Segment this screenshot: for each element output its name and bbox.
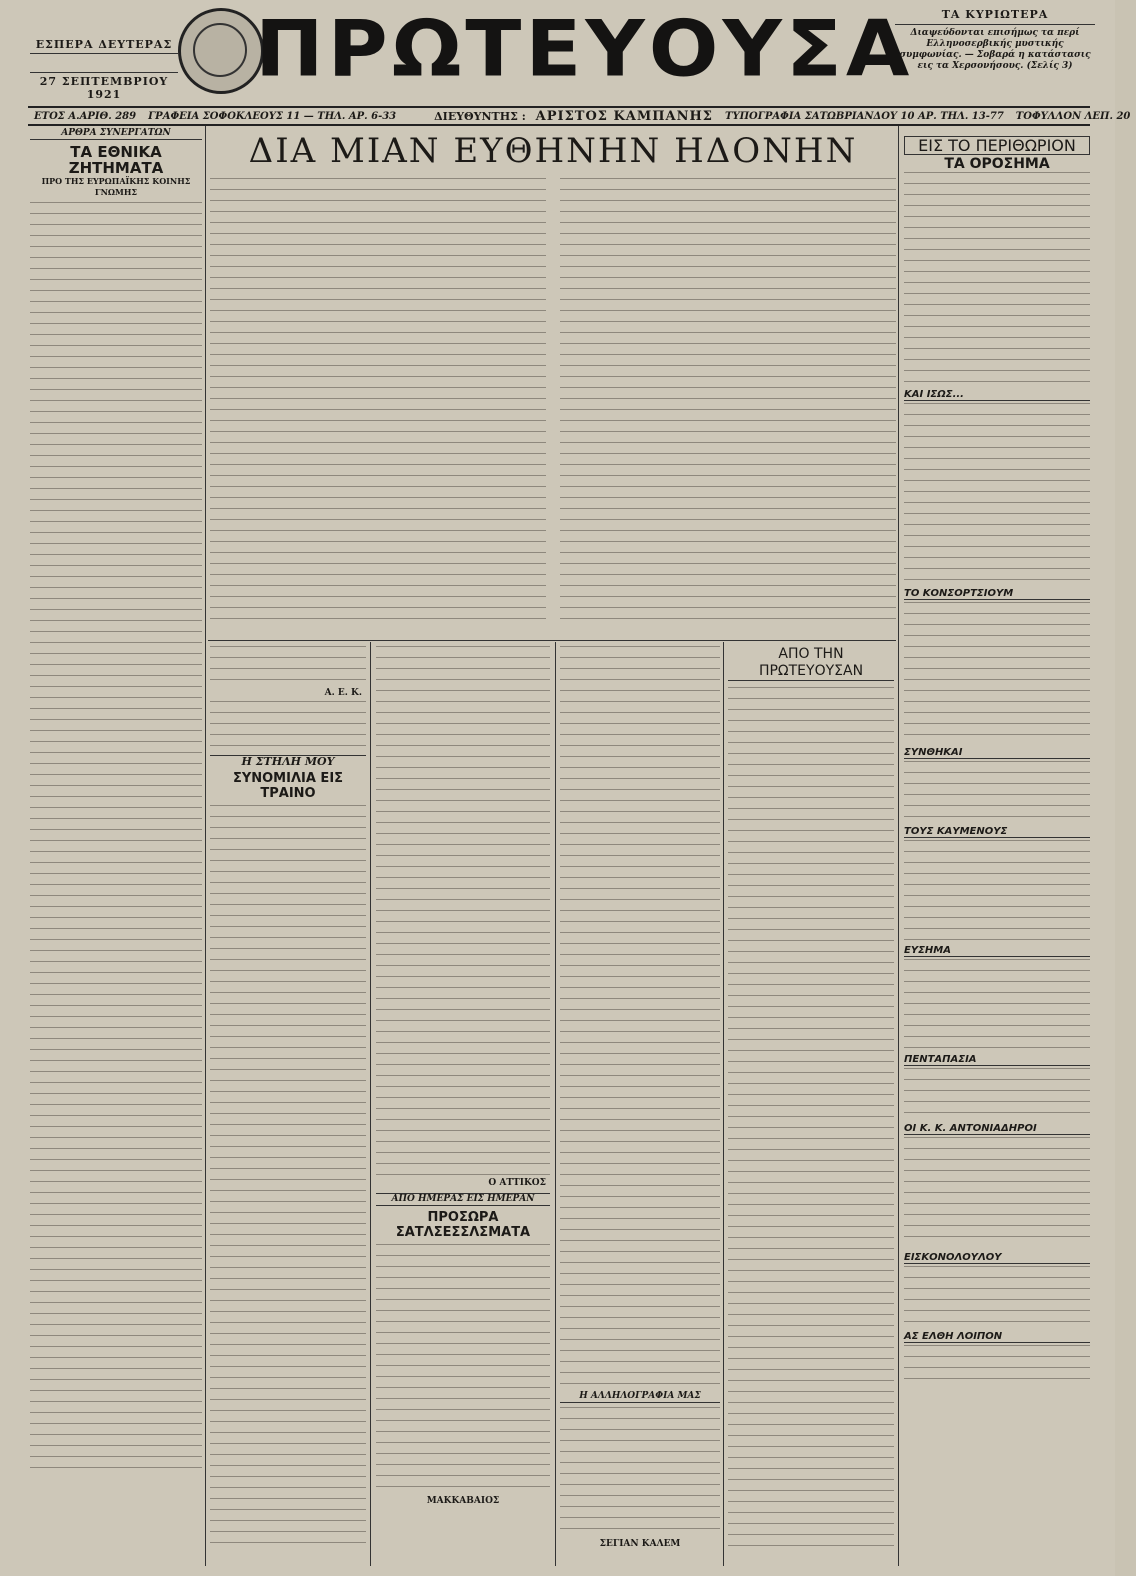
- column-kicker: ΑΠΟ ΗΜΕΡΑΣ ΕΙΣ ΗΜΕΡΑΝ: [376, 1193, 550, 1206]
- newspaper-title: ΠΡΩΤΕΥΟΥΣΑ: [255, 4, 914, 95]
- section-heading: ΑΣ ΕΛΘΗ ΛΟΙΠΟΝ: [904, 1331, 1090, 1343]
- article-signature: ΜΑΚΚΑΒΑΙΟΣ: [426, 1496, 500, 1506]
- column-national-issues: [30, 128, 202, 1568]
- column-kicker: Η ΣΤΗΛΗ ΜΟΥ: [210, 755, 366, 767]
- masthead-left: [30, 38, 178, 101]
- price: ΤΟΦΥΛΛΟΝ ΛΕΠ. 20: [1015, 110, 1131, 122]
- main-article: [210, 130, 896, 638]
- print-address: ΤΥΠΟΓΡΑΦΙΑ ΣΑΤΩΒΡΙΑΝΔΟΥ 10 ΑΡ. ΤΗΛ. 13-77: [725, 110, 1004, 122]
- masthead-highlights: [895, 8, 1095, 72]
- highlights-body: Διαψεύδονται επισήμως τα περί Ελληνοσερβικής μυστικής συμφωνίας. — Σοβαρά η κατάστασις εις τα Χερσονήσους. (Σελίς 3): [899, 28, 1091, 71]
- column-margin: [904, 136, 1090, 1566]
- column-my-column: [210, 646, 366, 1566]
- section-heading: ΟΙ Κ. Κ. ΑΝΤΟΝΙΑΔΗΡΟΙ: [904, 1123, 1090, 1135]
- section-heading: ΕΙΣΚΟΝΟΛΟΥΛΟΥ: [904, 1252, 1090, 1264]
- column-kicker: ΑΡΘΡΑ ΣΥΝΕΡΓΑΤΩΝ: [30, 128, 202, 140]
- article-headline: ΣΥΝΟΜΙΛΙΑ ΕΙΣ ΤΡΑΙΝΟ: [232, 771, 344, 801]
- column-correspondence: [560, 646, 720, 1566]
- info-bar: [28, 106, 1131, 126]
- masthead-seal-icon: [178, 8, 264, 94]
- column-kicker: ΕΙΣ ΤΟ ΠΕΡΙΘΩΡΙΟΝ: [904, 136, 1090, 155]
- edition-label: ΕΣΠΕΡΑ ΔΕΥΤΕΡΑΣ: [30, 38, 178, 54]
- section-heading: ΠΕΝΤΑΠΑΣΙΑ: [904, 1054, 1090, 1066]
- article-body-placeholder: [30, 202, 202, 1472]
- section-heading: ΤΟΥΣ ΚΑΥΜΕΝΟΥΣ: [904, 826, 1090, 838]
- main-headline: ΔΙΑ ΜΙΑΝ ΕΥΘΗΝΗΝ ΗΔΟΝΗΝ: [248, 131, 858, 171]
- article-signature: Ο ΑΤΤΙΚΟΣ: [488, 1178, 546, 1188]
- section-heading: ΕΥΣΗΜΑ: [904, 945, 1090, 957]
- director: ΔΙΕΥΘΥΝΤΗΣ : ΑΡΙΣΤΟΣ ΚΑΜΠΑΝΗΣ: [434, 108, 713, 124]
- issue-number: ΕΤΟΣ Α.ΑΡΙΘ. 289: [34, 110, 137, 122]
- director-name: ΑΡΙΣΤΟΣ ΚΑΜΠΑΝΗΣ: [535, 108, 713, 124]
- section-heading: ΤΟ ΚΟΝΣΟΡΤΣΙΟΥΜ: [904, 588, 1090, 600]
- column-from-capital: [728, 646, 894, 1566]
- margin-headline: ΤΑ ΟΡΟΣΗΜΑ: [944, 156, 1050, 172]
- article-signature: Α. Ε. Κ.: [324, 688, 362, 698]
- article-headline: ΑΠΟ ΤΗΝ ΠΡΩΤΕΥΟΥΣΑΝ: [728, 646, 894, 681]
- column-kicker: Η ΑΛΛΗΛΟΓΡΑΦΙΑ ΜΑΣ: [560, 1391, 720, 1403]
- article-headline: ΤΑ ΕΘΝΙΚΑ ΖΗΤΗΜΑΤΑ: [68, 143, 164, 177]
- article-subhead: ΠΡΟ ΤΗΣ ΕΥΡΩΠΑΪΚΗΣ ΚΟΙΝΗΣ ΓΝΩΜΗΣ: [41, 176, 191, 197]
- article-signature: ΣΕΓΙΑΝ ΚΑΛΕΜ: [599, 1539, 681, 1549]
- column-day-to-day: [376, 646, 550, 1566]
- highlights-heading: ΤΑ ΚΥΡΙΩΤΕΡΑ: [895, 8, 1095, 25]
- section-heading: ΣΥΝΘΗΚΑΙ: [904, 747, 1090, 759]
- office-address: ΓΡΑΦΕΙΑ ΣΟΦΟΚΛΕΟΥΣ 11 — ΤΗΛ. ΑΡ. 6-33: [148, 110, 397, 122]
- masthead: [0, 0, 1115, 110]
- date-label: 27 ΣΕΠΤΕΜΒΡΙΟΥ 1921: [30, 72, 178, 101]
- section-heading: ΚΑΙ ΙΣΩΣ...: [904, 389, 1090, 401]
- article-headline: ΠΡΟΣΩΡΑ ΣΑΤΛΣΕΣΣΛΣΜΑΤΑ: [395, 1210, 531, 1240]
